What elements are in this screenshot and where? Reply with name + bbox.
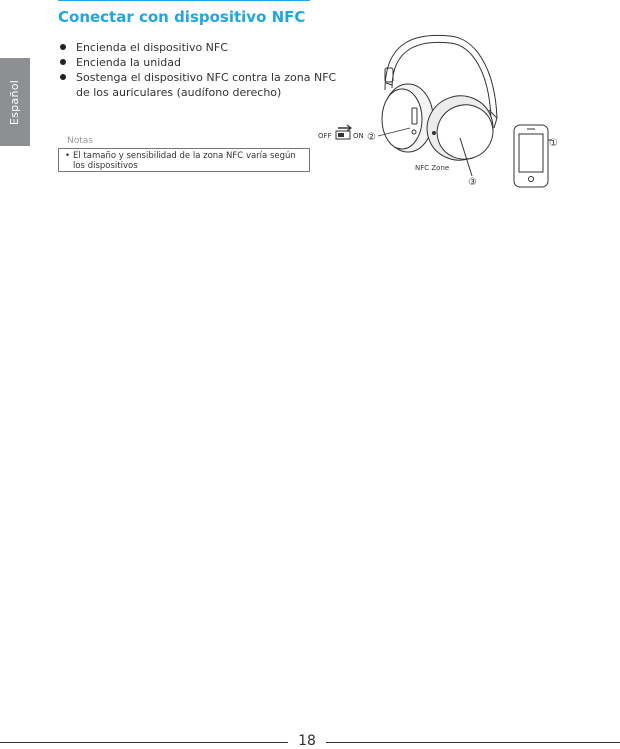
step-item: Encienda el dispositivo NFC: [58, 40, 348, 55]
header-rule: [58, 0, 310, 1]
language-tab-label: Español: [8, 79, 22, 125]
page-number: 18: [298, 733, 316, 749]
callout-3: ③: [468, 177, 477, 188]
language-tab: [0, 58, 30, 146]
smartphone-icon: [514, 125, 552, 187]
section-title: Conectar con dispositivo NFC: [58, 8, 306, 26]
callout-1: ①: [549, 138, 558, 149]
footer-rule-left: [0, 742, 288, 743]
footer-rule-right: [326, 742, 620, 743]
notes-box: [58, 148, 310, 172]
note-item: • El tamaño y sensibilidad de la zona NFC varía según los dispositivos: [65, 151, 303, 171]
nfc-zone-label: NFC Zone: [415, 164, 450, 172]
step-item: Sostenga el dispositivo NFC contra la zona NFC de los auriculares (audífono derecho): [58, 70, 348, 100]
step-item: Encienda la unidad: [58, 55, 348, 70]
switch-off-label: OFF: [318, 132, 332, 140]
switch-on-label: ON: [353, 132, 364, 140]
notes-label: Notas: [67, 136, 93, 146]
nfc-illustration: [300, 28, 600, 198]
headphones-icon: [382, 35, 502, 176]
callout-2: ②: [367, 132, 376, 143]
